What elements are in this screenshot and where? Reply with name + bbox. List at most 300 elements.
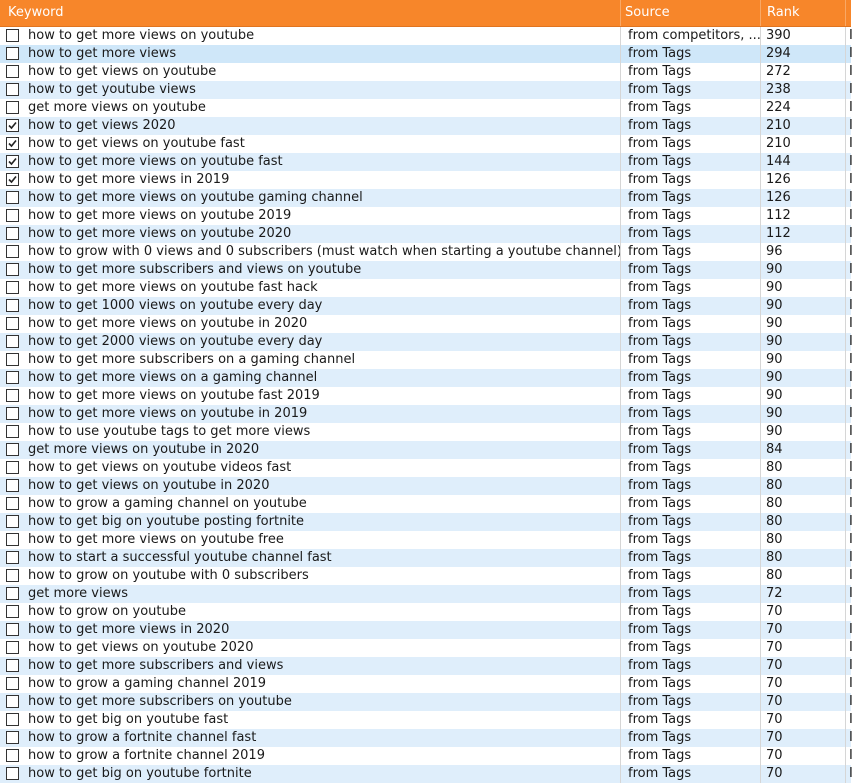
extra-cell: I [845,639,851,657]
keyword-text: how to get 2000 views on youtube every day [28,334,323,349]
extra-cell: I [845,351,851,369]
keyword-text: how to start a successful youtube channel fast [28,550,332,565]
source-cell: from Tags [620,495,760,513]
extra-cell: I [845,315,851,333]
table-row[interactable] [0,135,851,153]
table-row[interactable] [0,747,851,765]
rank-cell: 80 [760,495,845,513]
keyword-cell [0,675,620,693]
source-cell: from Tags [620,63,760,81]
rank-cell: 80 [760,477,845,495]
table-row[interactable] [0,459,851,477]
column-header-extra[interactable] [845,0,851,26]
table-row[interactable] [0,693,851,711]
rank-cell: 80 [760,513,845,531]
keyword-text: how to get more views on youtube free [28,532,284,547]
keyword-cell [0,135,620,153]
column-header-rank[interactable]: Rank [760,0,845,26]
table-row[interactable] [0,657,851,675]
rank-cell: 84 [760,441,845,459]
row-checkbox[interactable] [6,173,19,186]
row-checkbox[interactable] [6,461,19,474]
row-checkbox[interactable] [6,227,19,240]
keyword-cell [0,171,620,189]
source-cell: from Tags [620,513,760,531]
source-cell: from Tags [620,153,760,171]
checkmark-icon [7,174,18,185]
checkmark-icon [7,120,18,131]
keyword-cell [0,747,620,765]
keyword-text: get more views on youtube [28,100,206,115]
row-checkbox[interactable] [6,407,19,420]
source-cell: from Tags [620,99,760,117]
keyword-cell [0,693,620,711]
keyword-text: how to get more views on youtube fast 2019 [28,388,320,403]
keyword-cell [0,657,620,675]
keyword-cell [0,423,620,441]
row-checkbox[interactable] [6,137,19,150]
table-row[interactable] [0,63,851,81]
row-checkbox[interactable] [6,623,19,636]
extra-cell: I [845,279,851,297]
keyword-cell [0,297,620,315]
keyword-text: how to get more views on a gaming channel [28,370,318,385]
rank-cell: 112 [760,225,845,243]
keyword-text: how to get views on youtube fast [28,136,245,151]
row-checkbox[interactable] [6,47,19,60]
rank-cell: 70 [760,729,845,747]
keyword-text: how to get views on youtube videos fast [28,460,292,475]
rank-cell: 390 [760,27,845,45]
keyword-cell [0,369,620,387]
table-row[interactable] [0,207,851,225]
row-checkbox[interactable] [6,533,19,546]
rank-cell: 70 [760,711,845,729]
rank-cell: 72 [760,585,845,603]
keyword-text: how to grow with 0 views and 0 subscribers (must watch when starting a youtube channel) [28,244,622,259]
keyword-text: how to get big on youtube fast [28,712,229,727]
table-row[interactable] [0,171,851,189]
source-cell: from Tags [620,765,760,783]
keyword-cell [0,351,620,369]
row-checkbox[interactable] [6,713,19,726]
table-row[interactable] [0,45,851,63]
row-checkbox[interactable] [6,209,19,222]
keyword-text: how to get views 2020 [28,118,176,133]
rank-cell: 90 [760,279,845,297]
keyword-cell [0,729,620,747]
rank-cell: 80 [760,549,845,567]
keyword-text: how to grow a gaming channel on youtube [28,496,307,511]
keyword-text: get more views on youtube in 2020 [28,442,260,457]
extra-cell: I [845,297,851,315]
table-row[interactable] [0,261,851,279]
extra-cell: I [845,657,851,675]
source-cell: from Tags [620,711,760,729]
extra-cell: I [845,189,851,207]
source-cell: from Tags [620,405,760,423]
row-checkbox[interactable] [6,155,19,168]
keyword-cell [0,117,620,135]
keyword-text: how to get more views in 2019 [28,172,230,187]
source-cell: from Tags [620,333,760,351]
rank-cell: 210 [760,117,845,135]
extra-cell: I [845,765,851,783]
row-checkbox[interactable] [6,335,19,348]
rank-cell: 90 [760,423,845,441]
source-cell: from Tags [620,567,760,585]
row-checkbox[interactable] [6,569,19,582]
keyword-cell [0,279,620,297]
row-checkbox[interactable] [6,695,19,708]
column-header-keyword[interactable]: Keyword [8,5,64,20]
row-checkbox[interactable] [6,263,19,276]
row-checkbox[interactable] [6,83,19,96]
keyword-text: how to get more views on youtube gaming channel [28,190,363,205]
table-row[interactable] [0,729,851,747]
source-cell: from Tags [620,441,760,459]
rank-cell: 112 [760,207,845,225]
rank-cell: 80 [760,459,845,477]
rank-cell: 90 [760,261,845,279]
column-header-source[interactable]: Source [620,0,760,26]
keyword-text: how to get more views on youtube 2019 [28,208,292,223]
extra-cell: I [845,549,851,567]
extra-cell: I [845,603,851,621]
rank-cell: 90 [760,315,845,333]
source-cell: from Tags [620,675,760,693]
keyword-cell [0,225,620,243]
table-row[interactable] [0,441,851,459]
rank-cell: 70 [760,603,845,621]
keyword-text: how to get views on youtube [28,64,217,79]
table-row[interactable] [0,585,851,603]
source-cell: from Tags [620,45,760,63]
source-cell: from Tags [620,423,760,441]
source-cell: from Tags [620,747,760,765]
extra-cell: I [845,495,851,513]
rank-cell: 294 [760,45,845,63]
extra-cell: I [845,135,851,153]
row-checkbox[interactable] [6,677,19,690]
source-cell: from Tags [620,243,760,261]
table-row[interactable] [0,531,851,549]
table-row[interactable] [0,549,851,567]
rank-cell: 70 [760,765,845,783]
extra-cell: I [845,477,851,495]
source-cell: from Tags [620,117,760,135]
source-cell: from Tags [620,297,760,315]
rank-cell: 210 [760,135,845,153]
source-cell: from Tags [620,585,760,603]
rank-cell: 70 [760,675,845,693]
row-checkbox[interactable] [6,731,19,744]
source-cell: from Tags [620,477,760,495]
row-checkbox[interactable] [6,479,19,492]
keyword-cell [0,603,620,621]
keyword-text: get more views [28,586,128,601]
keyword-cell [0,99,620,117]
keyword-text: how to get views on youtube in 2020 [28,478,270,493]
keyword-cell [0,333,620,351]
keyword-text: how to get more subscribers on a gaming channel [28,352,356,367]
source-cell: from Tags [620,135,760,153]
source-cell: from Tags [620,81,760,99]
keyword-text: how to get more views on youtube 2020 [28,226,292,241]
keyword-cell [0,567,620,585]
row-checkbox[interactable] [6,317,19,330]
keyword-cell [0,459,620,477]
table-row[interactable] [0,27,851,45]
extra-cell: I [845,243,851,261]
table-row[interactable] [0,603,851,621]
keyword-cell [0,639,620,657]
keyword-cell [0,27,620,45]
table-row[interactable] [0,243,851,261]
extra-cell: I [845,675,851,693]
source-cell: from Tags [620,639,760,657]
keyword-cell [0,765,620,783]
rank-cell: 70 [760,657,845,675]
keyword-cell [0,261,620,279]
rank-cell: 90 [760,387,845,405]
extra-cell: I [845,585,851,603]
source-cell: from Tags [620,189,760,207]
table-row[interactable] [0,513,851,531]
extra-cell: I [845,459,851,477]
keyword-cell [0,441,620,459]
source-cell: from Tags [620,351,760,369]
extra-cell: I [845,729,851,747]
keyword-text: how to grow on youtube [28,604,186,619]
keyword-cell [0,621,620,639]
keyword-cell [0,711,620,729]
keyword-cell [0,513,620,531]
row-checkbox[interactable] [6,641,19,654]
row-checkbox[interactable] [6,281,19,294]
keyword-cell [0,495,620,513]
keyword-text: how to grow a fortnite channel fast [28,730,257,745]
keyword-text: how to get big on youtube posting fortnite [28,514,305,529]
keyword-text: how to get 1000 views on youtube every day [28,298,323,313]
rank-cell: 272 [760,63,845,81]
table-row[interactable] [0,117,851,135]
table-row[interactable] [0,225,851,243]
row-checkbox[interactable] [6,587,19,600]
row-checkbox[interactable] [6,443,19,456]
extra-cell: I [845,567,851,585]
table-row[interactable] [0,567,851,585]
extra-cell: I [845,747,851,765]
row-checkbox[interactable] [6,245,19,258]
keyword-cell [0,207,620,225]
extra-cell: I [845,153,851,171]
row-checkbox[interactable] [6,29,19,42]
rank-cell: 70 [760,639,845,657]
extra-cell: I [845,171,851,189]
source-cell: from Tags [620,729,760,747]
extra-cell: I [845,207,851,225]
extra-cell: I [845,513,851,531]
table-row[interactable] [0,405,851,423]
extra-cell: I [845,261,851,279]
rank-cell: 90 [760,351,845,369]
extra-cell: I [845,441,851,459]
keyword-text: how to get big on youtube fortnite [28,766,252,781]
keyword-cell [0,477,620,495]
row-checkbox[interactable] [6,767,19,780]
keyword-cell [0,189,620,207]
source-cell: from Tags [620,621,760,639]
table-row[interactable] [0,81,851,99]
source-cell: from competitors, ... [620,27,760,45]
table-row[interactable] [0,711,851,729]
rank-cell: 80 [760,531,845,549]
table-row[interactable] [0,189,851,207]
keyword-text: how to get more views [28,46,177,61]
table-row[interactable] [0,387,851,405]
extra-cell: I [845,81,851,99]
extra-cell: I [845,333,851,351]
keyword-cell [0,63,620,81]
keyword-cell [0,585,620,603]
row-checkbox[interactable] [6,425,19,438]
keyword-text: how to get youtube views [28,82,196,97]
grid-header [0,0,851,27]
extra-cell: I [845,693,851,711]
rank-cell: 224 [760,99,845,117]
extra-cell: I [845,117,851,135]
source-cell: from Tags [620,279,760,297]
row-checkbox[interactable] [6,389,19,402]
rank-cell: 126 [760,189,845,207]
extra-cell: I [845,45,851,63]
row-checkbox[interactable] [6,497,19,510]
table-row[interactable] [0,495,851,513]
row-checkbox[interactable] [6,605,19,618]
extra-cell: I [845,423,851,441]
keyword-cell [0,549,620,567]
rank-cell: 144 [760,153,845,171]
row-checkbox[interactable] [6,101,19,114]
extra-cell: I [845,99,851,117]
rank-cell: 126 [760,171,845,189]
source-cell: from Tags [620,459,760,477]
keyword-cell [0,153,620,171]
keyword-cell [0,243,620,261]
source-cell: from Tags [620,657,760,675]
checkmark-icon [7,156,18,167]
keyword-cell [0,45,620,63]
keyword-cell [0,531,620,549]
table-row[interactable] [0,297,851,315]
keyword-text: how to grow on youtube with 0 subscribers [28,568,309,583]
keyword-text: how to get more views on youtube [28,28,255,43]
extra-cell: I [845,63,851,81]
keyword-text: how to get more views on youtube fast hack [28,280,318,295]
row-checkbox[interactable] [6,299,19,312]
source-cell: from Tags [620,549,760,567]
extra-cell: I [845,27,851,45]
table-row[interactable] [0,279,851,297]
table-row[interactable] [0,639,851,657]
keyword-text: how to get more views on youtube fast [28,154,283,169]
keyword-text: how to get more views on youtube in 2019 [28,406,308,421]
table-row[interactable] [0,351,851,369]
table-row[interactable] [0,153,851,171]
keyword-cell [0,387,620,405]
rank-cell: 90 [760,405,845,423]
extra-cell: I [845,711,851,729]
rank-cell: 238 [760,81,845,99]
row-checkbox[interactable] [6,515,19,528]
keyword-text: how to get more subscribers and views on youtube [28,262,362,277]
row-checkbox[interactable] [6,371,19,384]
extra-cell: I [845,405,851,423]
source-cell: from Tags [620,261,760,279]
table-row[interactable] [0,99,851,117]
rank-cell: 96 [760,243,845,261]
keyword-cell [0,405,620,423]
table-row[interactable] [0,765,851,783]
keyword-text: how to get more subscribers on youtube [28,694,292,709]
source-cell: from Tags [620,171,760,189]
row-checkbox[interactable] [6,191,19,204]
extra-cell: I [845,531,851,549]
row-checkbox[interactable] [6,353,19,366]
row-checkbox[interactable] [6,119,19,132]
row-checkbox[interactable] [6,749,19,762]
rank-cell: 70 [760,747,845,765]
table-row[interactable] [0,315,851,333]
checkmark-icon [7,138,18,149]
row-checkbox[interactable] [6,65,19,78]
keyword-text: how to get more views in 2020 [28,622,230,637]
grid-rows [0,27,851,783]
keyword-text: how to get more subscribers and views [28,658,284,673]
source-cell: from Tags [620,207,760,225]
keyword-text: how to grow a fortnite channel 2019 [28,748,265,763]
source-cell: from Tags [620,387,760,405]
keyword-cell [0,81,620,99]
rank-cell: 80 [760,567,845,585]
table-row[interactable] [0,369,851,387]
rank-cell: 90 [760,333,845,351]
source-cell: from Tags [620,693,760,711]
keyword-cell [0,315,620,333]
source-cell: from Tags [620,225,760,243]
table-row[interactable] [0,477,851,495]
keyword-text: how to use youtube tags to get more views [28,424,311,439]
table-row[interactable] [0,333,851,351]
table-row[interactable] [0,675,851,693]
extra-cell: I [845,621,851,639]
rank-cell: 90 [760,297,845,315]
keyword-text: how to get views on youtube 2020 [28,640,254,655]
source-cell: from Tags [620,531,760,549]
table-row[interactable] [0,621,851,639]
row-checkbox[interactable] [6,659,19,672]
source-cell: from Tags [620,369,760,387]
rank-cell: 90 [760,369,845,387]
extra-cell: I [845,387,851,405]
rank-cell: 70 [760,621,845,639]
extra-cell: I [845,369,851,387]
table-row[interactable] [0,423,851,441]
source-cell: from Tags [620,603,760,621]
keyword-text: how to get more views on youtube in 2020 [28,316,308,331]
row-checkbox[interactable] [6,551,19,564]
